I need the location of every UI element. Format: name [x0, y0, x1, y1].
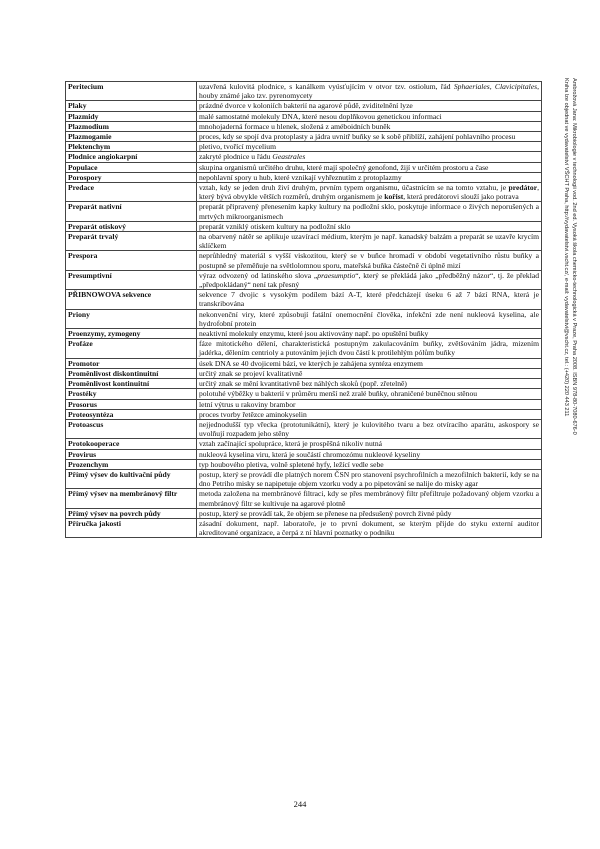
glossary-row: [66, 183, 542, 202]
glossary-definition: fáze mitotického dělení, charakteristická postupným zakulacováním buňky, zvětšováním jádra, mizením jadérka, dělením centrioly a putováním jejich dvou částí k protilehlým pólům buňky: [197, 339, 542, 358]
glossary-term: Preparát trvalý: [66, 232, 197, 251]
glossary-row: [66, 489, 542, 508]
glossary-term: Presumptivní: [66, 270, 197, 289]
glossary-row: [66, 142, 542, 152]
glossary-term: Preparát otiskový: [66, 221, 197, 231]
glossary-definition: výraz odvozený od latinského slova „praesumptio“, který se překládá jako „předběžný názor“, tj. že překlad „předpokládaný“ není tak přesný: [197, 270, 542, 289]
glossary-definition: postup, který se provádí tak, že objem se přenese na předsušený povrch živné půdy: [197, 508, 542, 518]
glossary-row: [66, 121, 542, 131]
glossary-row: [66, 399, 542, 409]
glossary-term: Přímý výsev do kultivační půdy: [66, 469, 197, 488]
glossary-definition: preparát připravený přenesením kapky kultury na podložní sklo, poskytuje informace o živých neporušených a mrtvých mikroorganismech: [197, 202, 542, 221]
glossary-definition: určitý znak se mění kvantitativně bez náhlých skoků (popř. zřetelně): [197, 379, 542, 389]
side-citation-line-2: Kniha lze objednat ve vydavatelství VŠCHT Praha, http://vydavatelstvi.vscht.cz/, e-mail: vydavatelstvi@vscht.cz, tel.: (+420) 220 443 211: [563, 78, 569, 417]
glossary-row: [66, 162, 542, 172]
glossary-definition: sekvence 7 dvojic s vysokým podílem bází A-T, které předcházejí úseku 6 až 7 bází RNA, která je transkribována: [197, 290, 542, 309]
glossary-row: [66, 339, 542, 358]
side-citation: [562, 78, 578, 435]
glossary-term: Protokooperace: [66, 439, 197, 449]
glossary-term: Plaky: [66, 101, 197, 111]
glossary-row: [66, 368, 542, 378]
glossary-definition: malé samostatné molekuly DNA, které nesou doplňkovou genetickou informaci: [197, 111, 542, 121]
glossary-definition: polotuhé výběžky u bakterií v průměru menší než zralé buňky, ohraničené buněčnou stěnou: [197, 389, 542, 399]
glossary-term: Provirus: [66, 449, 197, 459]
glossary-term: Populace: [66, 162, 197, 172]
glossary-table: [65, 81, 542, 538]
glossary-definition: proces, kdy se spojí dva protoplasty a jádra uvnitř buňky se k sobě přiblíží, zahájení pohlavního procesu: [197, 132, 542, 142]
glossary-row: [66, 449, 542, 459]
glossary-row: [66, 329, 542, 339]
glossary-term: Proměnlivost kontinuitní: [66, 379, 197, 389]
side-citation-line-1: Ambrožová Jana: Mikrobiologie v technologii vod. 2nd ed. Vysoká škola chemicko-technologická v Praze, Praha 2008. ISBN 978-80-7080-676-0: [571, 78, 577, 435]
glossary-row: [66, 172, 542, 182]
glossary-definition: vztah, kdy se jeden druh živí druhým, prvním typem organismu, účastnícím se na tomto vztahu, je predátor, který bývá obvykle větších rozměrů, druhým organismem je kořist, která predátorovi slouží jako potrava: [197, 183, 542, 202]
glossary-term: Plektenchym: [66, 142, 197, 152]
glossary-definition: zakryté plodnice u řádu Geastrales: [197, 152, 542, 162]
glossary-term: Přímý výsev na membránový filtr: [66, 489, 197, 508]
glossary-definition: uzavřená kulovitá plodnice, s kanálkem vyúsťujícím v otvor tzv. ostiolum, řád Sphaeriales, Clavicipitales, houby známé jako tzv. pyrenomycety: [197, 82, 542, 101]
glossary-definition: skupina organismů určitého druhu, které mají společný genofond, žijí v určitém prostoru a čase: [197, 162, 542, 172]
glossary-row: [66, 232, 542, 251]
glossary-term: Priony: [66, 309, 197, 328]
glossary-term: PŘIBNOWOVA sekvence: [66, 290, 197, 309]
glossary-definition: letní výtrus u rakoviny brambor: [197, 399, 542, 409]
glossary-row: [66, 379, 542, 389]
glossary-definition: typ houbového pletiva, volně spletené hyfy, ležící vedle sebe: [197, 459, 542, 469]
glossary-definition: nekonvenční viry, které způsobují fatální onemocnění člověka, infekční zde není nukleová kyselina, ale hydrofobní protein: [197, 309, 542, 328]
glossary-row: [66, 101, 542, 111]
glossary-term: Protoascus: [66, 419, 197, 438]
glossary-term: Prespora: [66, 251, 197, 270]
glossary-row: [66, 459, 542, 469]
glossary-definition: úsek DNA se 40 dvojicemi bází, ve kterých je zahájena syntéza enzymem: [197, 358, 542, 368]
glossary-row: [66, 389, 542, 399]
glossary-definition: nepohlavní spory u hub, které vznikají vyhřeznutím z protoplazmy: [197, 172, 542, 182]
glossary-term: Plazmidy: [66, 111, 197, 121]
glossary-definition: preparát vzniklý otiskem kultury na podložní sklo: [197, 221, 542, 231]
glossary-row: [66, 409, 542, 419]
glossary-term: Prostéky: [66, 389, 197, 399]
glossary-row: [66, 152, 542, 162]
glossary-row: [66, 202, 542, 221]
glossary-definition: neaktivní molekuly enzymu, které jsou aktivovány např. po opuštění buňky: [197, 329, 542, 339]
glossary-row: [66, 439, 542, 449]
glossary-row: [66, 270, 542, 289]
glossary-term: Prozenchym: [66, 459, 197, 469]
glossary-definition: prázdné dvorce v koloniích bakterií na agarové půdě, zviditelnění lyze: [197, 101, 542, 111]
glossary-term: Přímý výsev na povrch půdy: [66, 508, 197, 518]
glossary-row: [66, 290, 542, 309]
glossary-definition: metoda založena na membránové filtraci, kdy se přes membránový filtr přefiltruje požadovaný objem vzorku a membránový filtr se kultivuje na agarové plotně: [197, 489, 542, 508]
glossary-term: Proměnlivost diskontinuitní: [66, 368, 197, 378]
glossary-row: [66, 358, 542, 368]
glossary-row: [66, 221, 542, 231]
page-number: 244: [293, 799, 307, 809]
glossary-term: Peritecium: [66, 82, 197, 101]
glossary-body: [66, 82, 542, 538]
glossary-row: [66, 251, 542, 270]
glossary-term: Preparát nativní: [66, 202, 197, 221]
glossary-definition: na obarvený nátěr se aplikuje uzavírací médium, kterým je např. kanadský balzám a preparát se uzavře krycím sklíčkem: [197, 232, 542, 251]
glossary-row: [66, 469, 542, 488]
glossary-row: [66, 518, 542, 537]
glossary-term: Profáze: [66, 339, 197, 358]
glossary-row: [66, 508, 542, 518]
glossary-term: Proenzymy, zymogeny: [66, 329, 197, 339]
glossary-definition: pletivo, tvořící mycelium: [197, 142, 542, 152]
glossary-term: Proteosyntéza: [66, 409, 197, 419]
glossary-definition: postup, který se provádí dle platných norem ČSN pro stanovení psychrofilních a mezofilních bakterií, kdy se na dno Petriho misky se napipetuje objem vzorku vody a po pipetování se nalije do misky agar: [197, 469, 542, 488]
glossary-term: Příručka jakosti: [66, 518, 197, 537]
glossary-definition: určitý znak se projeví kvalitativně: [197, 368, 542, 378]
glossary-definition: nukleová kyselina viru, která je součástí chromozómu nukleové kyseliny: [197, 449, 542, 459]
glossary-term: Plazmodium: [66, 121, 197, 131]
glossary-definition: mnohojaderná formace u hlenek, složená z améboidních buněk: [197, 121, 542, 131]
glossary-row: [66, 111, 542, 121]
glossary-row: [66, 419, 542, 438]
glossary-term: Promotor: [66, 358, 197, 368]
glossary-term: Porospory: [66, 172, 197, 182]
glossary-term: Plodnice angiokarpní: [66, 152, 197, 162]
glossary-row: [66, 309, 542, 328]
glossary-definition: proces tvorby řetězce aminokyselin: [197, 409, 542, 419]
glossary-term: Prosorus: [66, 399, 197, 409]
glossary-definition: neprůhledný materiál s vyšší viskozitou, který se v buňce hromadí v období vegetativního růstu buňky a postupně se přeměňuje na světlolomnou sporu, mateřská buňka částečně či úplně mizí: [197, 251, 542, 270]
glossary-definition: vztah začínající spolupráce, která je prospěšná nikoliv nutná: [197, 439, 542, 449]
glossary-row: [66, 132, 542, 142]
glossary-row: [66, 82, 542, 101]
glossary-term: Plazmogamie: [66, 132, 197, 142]
glossary-term: Predace: [66, 183, 197, 202]
glossary-definition: nejjednodušší typ vřecka (prototunikátní), který je kulovitého tvaru a bez otvíracího aparátu, askospory se uvolňují rozpadem jeho stěny: [197, 419, 542, 438]
glossary-definition: zásadní dokument, např. laboratoře, je to první dokument, se kterým přijde do styku externí auditor akreditované organizace, a čerpá z ní hlavní poznatky o podniku: [197, 518, 542, 537]
